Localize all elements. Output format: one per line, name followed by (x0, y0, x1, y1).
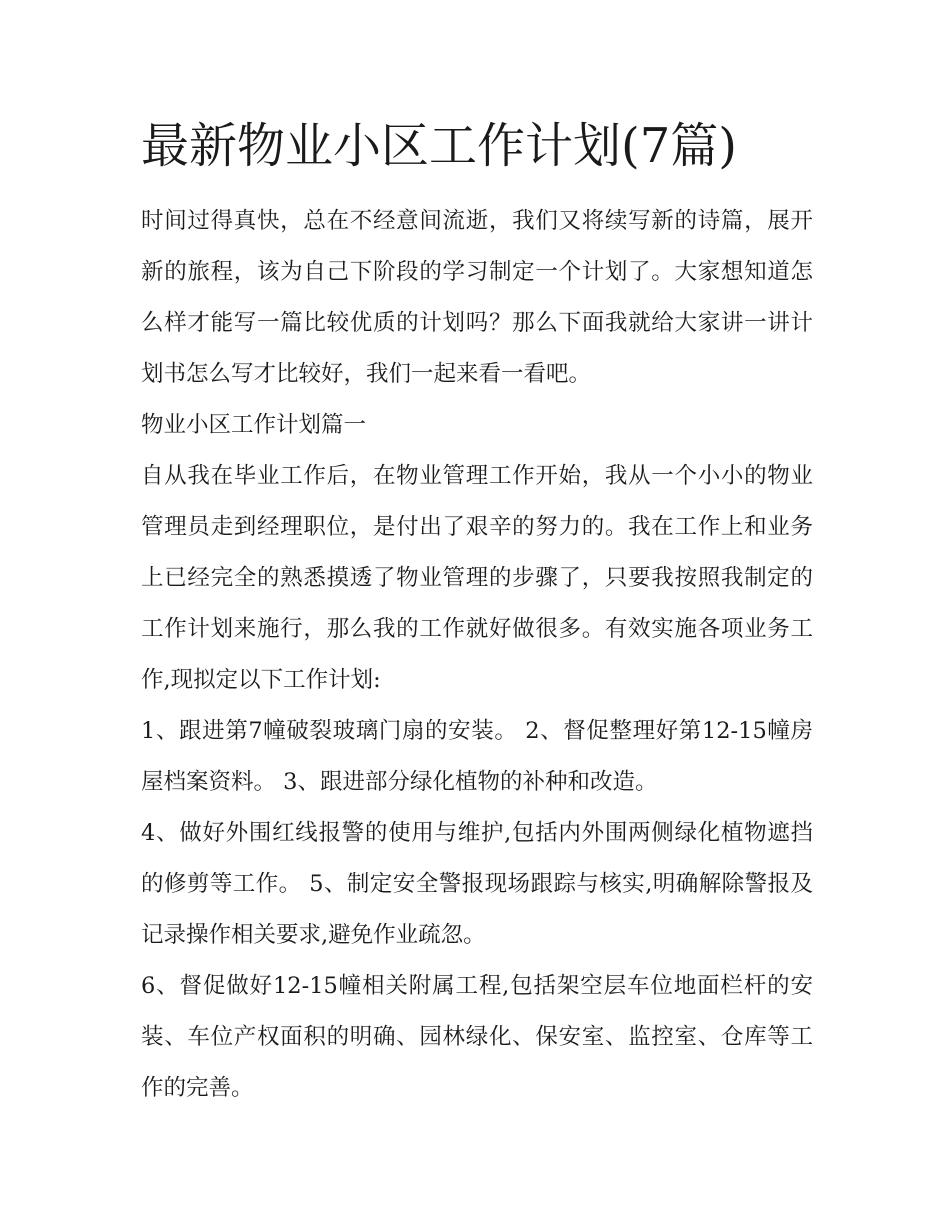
list-paragraph-2: 4、做好外围红线报警的使用与维护,包括内外围两侧绿化植物遮挡的修剪等工作。 5、制定安全警报现场跟踪与核实,明确解除警报及记录操作相关要求,避免作业疏忽。 (141, 820, 813, 948)
list-paragraph-1: 1、跟进第7幢破裂玻璃门扇的安装。 2、督促整理好第12-15幢房屋档案资料。 3、跟进部分绿化植物的补种和改造。 (141, 718, 813, 795)
document-title: 最新物业小区工作计划(7篇) (141, 118, 737, 174)
document-body (141, 112, 813, 1114)
list-paragraph-3: 6、督促做好12-15幢相关附属工程,包括架空层车位地面栏杆的安装、车位产权面积的明确、园林绿化、保安室、监控室、仓库等工作的完善。 (141, 973, 813, 1101)
body-paragraph: 自从我在毕业工作后，在物业管理工作开始，我从一个小小的物业管理员走到经理职位，是付出了艰辛的努力的。我在工作上和业务上已经完全的熟悉摸透了物业管理的步骤了，只要我按照我制定的工作计划来施行，那么我的工作就好做很多。有效实施各项业务工作,现拟定以下工作计划: (141, 463, 813, 693)
intro-paragraph: 时间过得真快，总在不经意间流逝，我们又将续写新的诗篇，展开新的旅程，该为自己下阶段的学习制定一个计划了。大家想知道怎么样才能写一篇比较优质的计划吗？那么下面我就给大家讲一讲计划书怎么写才比较好，我们一起来看一看吧。 (141, 208, 813, 387)
section-heading: 物业小区工作计划篇一 (141, 412, 367, 438)
